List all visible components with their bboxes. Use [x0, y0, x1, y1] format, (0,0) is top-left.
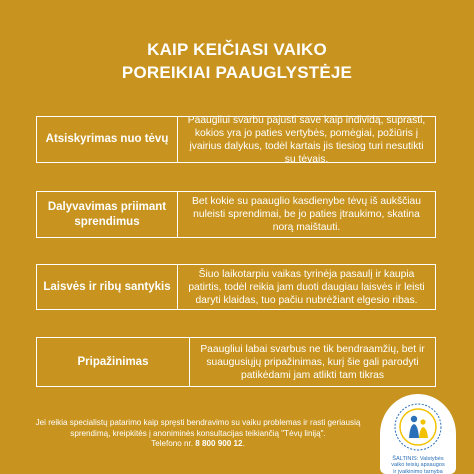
row-description: Šiuo laikotarpiu vaikas tyrinėja pasaulį ir kaupia patirtis, todėl reikia jam duoti daugiau laisvės ir leisti daryti klaidas, tuo pačiu nubrėžiant elgesio ribas.: [188, 268, 425, 306]
needs-row-recognition: [36, 337, 436, 387]
row-description: Paaugliui svarbu pajusti save kaip individą, suprasti, kokios yra jo paties vertybės, pomėgiai, požiūris į įvairius dalykus, todėl kartais jis tiesiog turi nesutikti su tėvais.: [187, 114, 426, 165]
source-credit: [380, 456, 456, 474]
source-line-1: ŠALTINIS: Valstybės: [392, 456, 444, 462]
source-line-2: vaiko teisių apsaugos: [391, 462, 445, 469]
source-line-3: ir įvaikinimo tarnyba: [393, 468, 443, 474]
page-title: [0, 38, 474, 84]
needs-row-freedom: [36, 264, 436, 310]
title-line-1: KAIP KEIČIASI VAIKO: [147, 40, 327, 59]
needs-row-decisions: [36, 191, 436, 238]
agency-logo-icon: [393, 400, 443, 454]
footer-text: Jei reikia specialistų patarimo kaip spręsti bendravimo su vaiku problemas ir rasti geriausią sprendimą, kreipkitės į anoniminės konsultacijas teikiančią "Tėvų liniją".: [35, 418, 361, 438]
row-description: Paaugliui labai svarbus ne tik bendraamžių, bet ir suaugusiųjų pripažinimas, kurį šie gali parodyti patikėdami jam atlikti tam tikras: [200, 343, 425, 381]
title-line-2: POREIKIAI PAAUGLYSTĖJE: [121, 63, 353, 82]
row-label: Laisvės ir ribų santykis: [37, 265, 178, 309]
row-label: Pripažinimas: [37, 338, 190, 386]
row-label: Dalyvavimas priimant sprendimus: [37, 192, 178, 237]
needs-row-separation: [36, 116, 436, 163]
footer-note: Jei reikia specialistų patarimo kaip spręsti bendravimo su vaiku problemas ir rasti geriausią sprendimą, kreipkitės į anoniminės konsultacijas teikiančią "Tėvų liniją". Telefono nr. 8 800 900 12.: [35, 418, 361, 448]
phone-number: 8 800 900 12: [195, 439, 243, 448]
agency-badge: [380, 394, 456, 474]
row-label: Atsiskyrimas nuo tėvų: [37, 117, 178, 162]
row-description: Bet kokie su paauglio kasdienybe tėvų iš aukščiau nuleisti sprendimai, be jo paties įtraukimo, skatina norą maištauti.: [192, 196, 421, 233]
phone-label: Telefono nr.: [151, 439, 194, 448]
